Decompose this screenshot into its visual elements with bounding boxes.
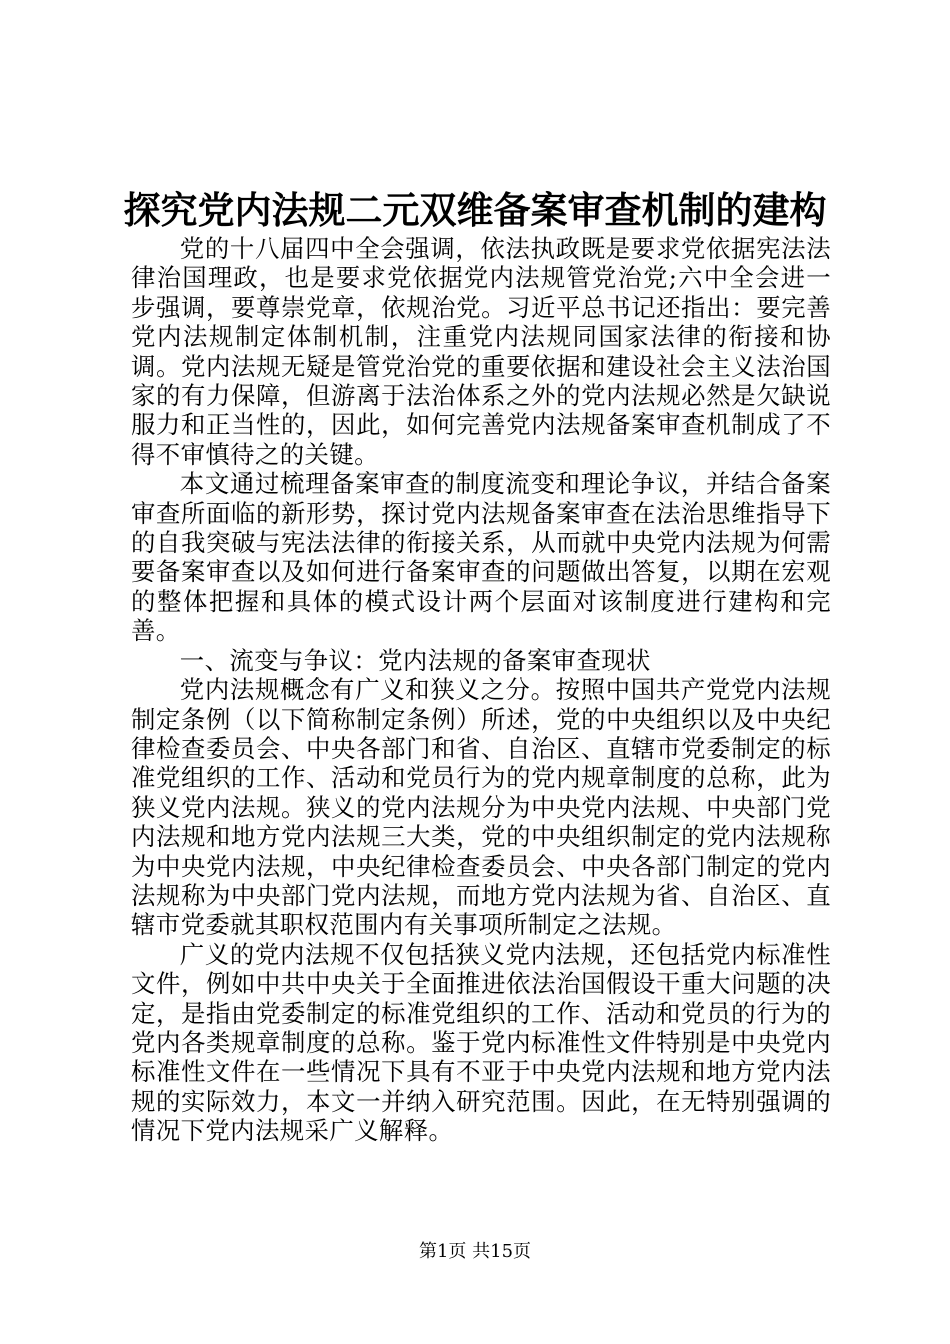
section-heading-1: 一、流变与争议：党内法规的备案审查现状	[179, 645, 651, 675]
document-title: 探究党内法规二元双维备案审查机制的建构	[123, 188, 827, 232]
paragraph-purpose: 本文通过梳理备案审查的制度流变和理论争议，并结合备案审查所面临的新形势，探讨党内法规备案审查在法治思维指导下的自我突破与宪法法律的衔接关系，从而就中央党内法规为何需要备案审查以及如何进行备案审查的问题做出答复，以期在宏观的整体把握和具体的模式设计两个层面对该制度进行建构和完善。	[131, 469, 831, 646]
paragraph-broad-definition: 广义的党内法规不仅包括狭义党内法规，还包括党内标准性文件，例如中共中央关于全面推进依法治国假设干重大问题的决定，是指由党委制定的标准党组织的工作、活动和党员的行为的党内各类规章制度的总称。鉴于党内标准性文件特别是中央党内标准性文件在一些情况下具有不亚于中央党内法规和地方党内法规的实际效力，本文一并纳入研究范围。因此，在无特别强调的情况下党内法规采广义解释。	[131, 939, 831, 1146]
paragraph-narrow-definition: 党内法规概念有广义和狭义之分。按照中国共产党党内法规制定条例（以下简称制定条例）所述，党的中央组织以及中央纪律检查委员会、中央各部门和省、自治区、直辖市党委制定的标准党组织的工作、活动和党员行为的党内规章制度的总称，此为狭义党内法规。狭义的党内法规分为中央党内法规、中央部门党内法规和地方党内法规三大类，党的中央组织制定的党内法规称为中央党内法规，中央纪律检查委员会、中央各部门制定的党内法规称为中央部门党内法规，而地方党内法规为省、自治区、直辖市党委就其职权范围内有关事项所制定之法规。	[131, 675, 831, 940]
paragraph-intro: 党的十八届四中全会强调，依法执政既是要求党依据宪法法律治国理政，也是要求党依据党内法规管党治党;六中全会进一步强调，要尊崇党章，依规治党。习近平总书记还指出：要完善党内法规制定体制机制，注重党内法规同国家法律的衔接和协调。党内法规无疑是管党治党的重要依据和建设社会主义法治国家的有力保障，但游离于法治体系之外的党内法规必然是欠缺说服力和正当性的，因此，如何完善党内法规备案审查机制成了不得不审慎待之的关键。	[131, 234, 831, 469]
page-number-footer: 第1页 共15页	[418, 1241, 532, 1262]
document-body	[131, 234, 831, 1146]
